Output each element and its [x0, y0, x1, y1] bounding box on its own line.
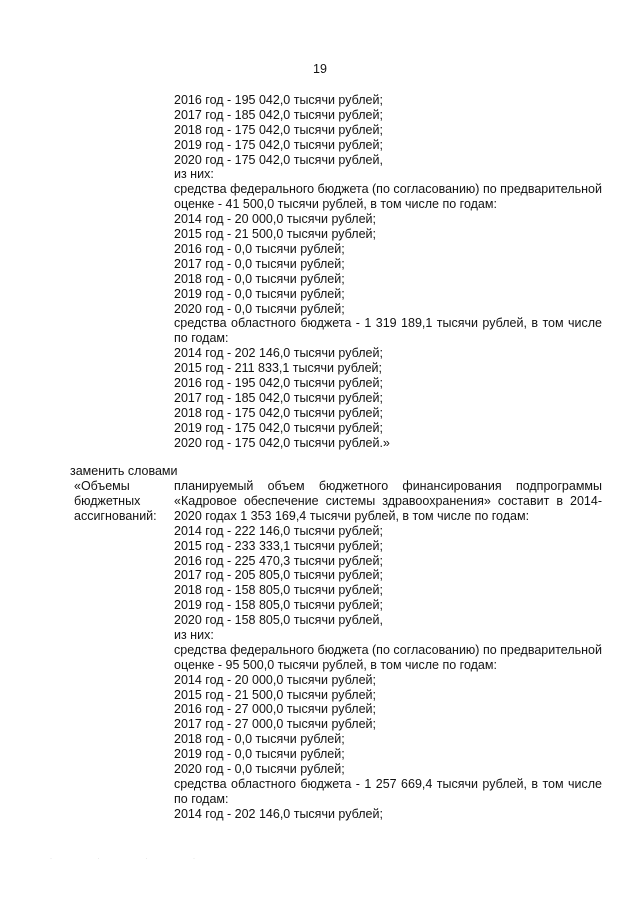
text-line: 2014 год - 20 000,0 тысячи рублей;	[174, 212, 376, 227]
text-line: 2015 год - 21 500,0 тысячи рублей;	[174, 227, 376, 242]
text-line: 2016 год - 195 042,0 тысячи рублей;	[174, 375, 383, 390]
text-line: 2014 год - 20 000,0 тысячи рублей;	[174, 672, 376, 687]
intro-paragraph: планируемый объем бюджетного финансирования подпрограммы «Кадровое обеспечение системы здравоохранения» составит в 2014-2020 годах 1 353 169,4 тысячи рублей, в том числе по годам:	[174, 479, 602, 523]
text-line: 2020 год - 175 042,0 тысячи рублей.»	[174, 435, 390, 450]
text-line: 2019 год - 175 042,0 тысячи рублей;	[174, 420, 383, 435]
label-line: ассигнований:	[74, 508, 157, 523]
text-line: 2017 год - 185 042,0 тысячи рублей;	[174, 390, 383, 405]
text-line: 2020 год - 175 042,0 тысячи рублей,	[174, 152, 383, 167]
text-line: 2019 год - 175 042,0 тысячи рублей;	[174, 137, 383, 152]
text-line: 2015 год - 233 333,1 тысячи рублей;	[174, 538, 383, 553]
text-line: 2016 год - 225 470,3 тысячи рублей;	[174, 553, 383, 568]
page-number: 19	[313, 62, 327, 76]
label-line: бюджетных	[74, 493, 141, 508]
text-line: 2017 год - 27 000,0 тысячи рублей;	[174, 717, 376, 732]
new-text-block	[174, 479, 602, 822]
text-line: 2018 год - 175 042,0 тысячи рублей;	[174, 405, 383, 420]
text-line: 2016 год - 195 042,0 тысячи рублей;	[174, 93, 383, 107]
text-line: 2016 год - 27 000,0 тысячи рублей;	[174, 702, 376, 717]
text-line: 2017 год - 205 805,0 тысячи рублей;	[174, 568, 383, 583]
text-line: 2018 год - 0,0 тысячи рублей;	[174, 732, 345, 747]
text-line: 2014 год - 202 146,0 тысячи рублей;	[174, 346, 383, 361]
label-line: «Объемы	[74, 479, 130, 493]
budget-allocations-label	[74, 479, 170, 524]
previous-text-block	[174, 93, 602, 450]
text-line: из них:	[174, 167, 214, 182]
replace-label: заменить словами	[70, 464, 178, 478]
text-line: 2015 год - 211 833,1 тысячи рублей;	[174, 361, 382, 376]
federal-budget-paragraph: средства федерального бюджета (по согласованию) по предварительной оценке - 95 500,0 тысячи рублей, в том числе по годам:	[174, 642, 602, 672]
text-line: 2020 год - 0,0 тысячи рублей;	[174, 301, 345, 316]
regional-budget-paragraph: средства областного бюджета - 1 319 189,1 тысячи рублей, в том числе по годам:	[174, 316, 602, 346]
text-line: 2018 год - 175 042,0 тысячи рублей;	[174, 122, 383, 137]
text-line: 2019 год - 158 805,0 тысячи рублей;	[174, 598, 383, 613]
text-line: 2019 год - 0,0 тысячи рублей;	[174, 747, 345, 762]
text-line: 2014 год - 202 146,0 тысячи рублей;	[174, 806, 383, 821]
text-line: 2016 год - 0,0 тысячи рублей;	[174, 241, 345, 256]
federal-budget-paragraph: средства федерального бюджета (по согласованию) по предварительной оценке - 41 500,0 тысячи рублей, в том числе по годам:	[174, 182, 602, 212]
text-line: 2014 год - 222 146,0 тысячи рублей;	[174, 523, 383, 538]
text-line: 2017 год - 0,0 тысячи рублей;	[174, 256, 345, 271]
regional-budget-paragraph: средства областного бюджета - 1 257 669,4 тысячи рублей, в том числе по годам:	[174, 776, 602, 806]
text-line: 2018 год - 0,0 тысячи рублей;	[174, 271, 345, 286]
text-line: 2017 год - 185 042,0 тысячи рублей;	[174, 107, 383, 122]
text-line: 2020 год - 0,0 тысячи рублей;	[174, 762, 345, 776]
text-line: 2019 год - 0,0 тысячи рублей;	[174, 286, 345, 301]
text-line: из них:	[174, 627, 214, 642]
text-line: 2018 год - 158 805,0 тысячи рублей;	[174, 583, 383, 598]
text-line: 2015 год - 21 500,0 тысячи рублей;	[174, 687, 376, 702]
text-line: 2020 год - 158 805,0 тысячи рублей,	[174, 613, 383, 628]
scan-specks: · · · ·	[50, 856, 217, 862]
